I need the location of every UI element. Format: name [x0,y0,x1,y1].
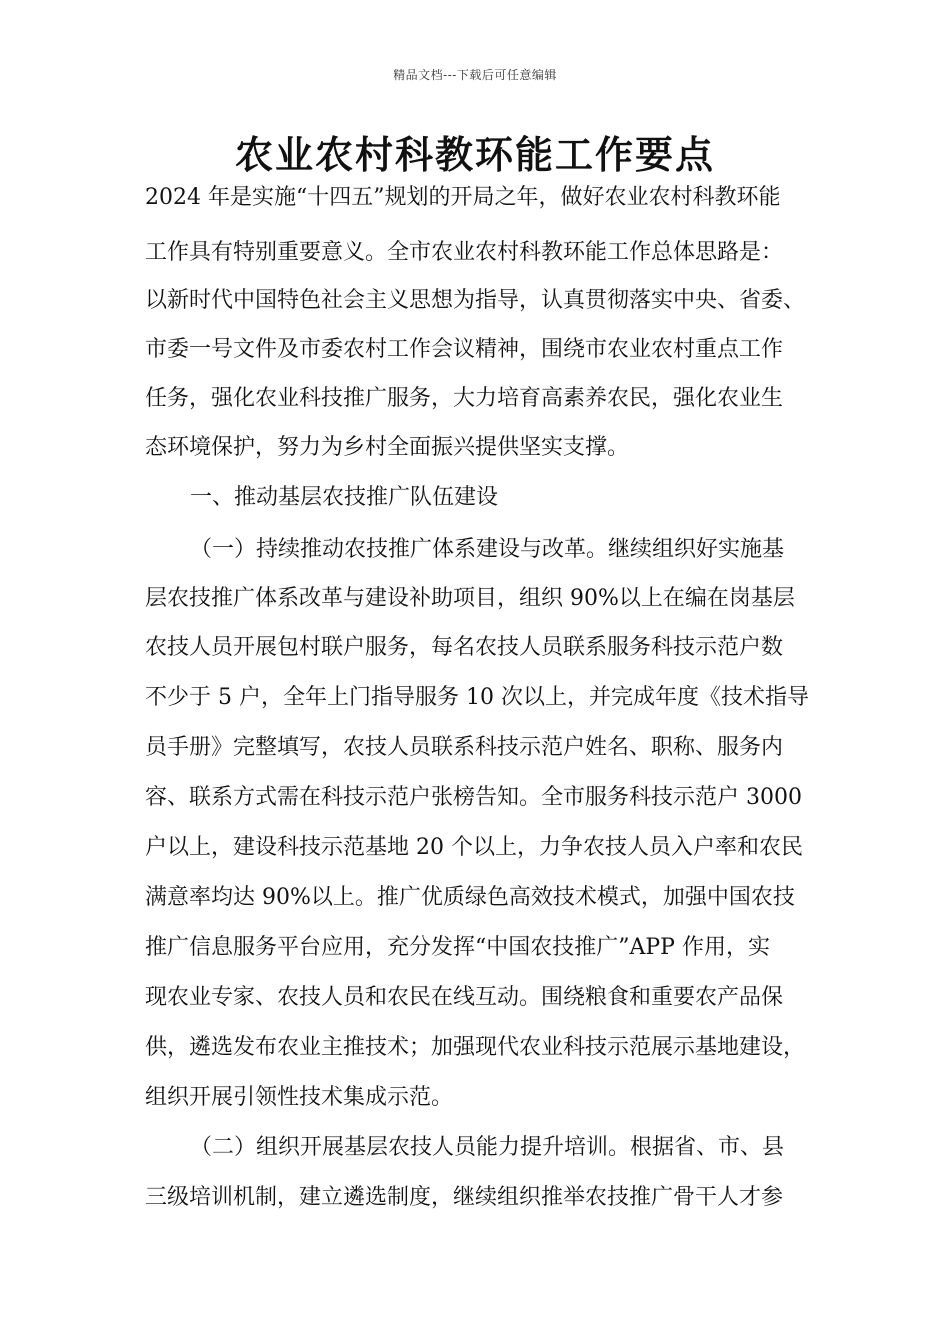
body-line: 组织开展引领性技术集成示范。 [145,1085,454,1110]
body-line: 工作具有特别重要意义。全市农业农村科教环能工作总体思路是： [145,240,784,265]
body-line: 供，遴选发布农业主推技术；加强现代农业科技示范展示基地建设， [145,1035,806,1060]
body-line: 满意率均达 90%以上。推广优质绿色高效技术模式，加强中国农技 [145,885,795,910]
body-line: 态环境保护，努力为乡村全面振兴提供坚实支撑。 [145,435,630,460]
header-note: 精品文档---下载后可任意编辑 [393,68,557,82]
body-line: 市委一号文件及市委农村工作会议精神，围绕市农业农村重点工作 [145,337,784,362]
body-line: 2024 年是实施“十四五”规划的开局之年，做好农业农村科教环能 [145,185,781,210]
section-heading: 一、推动基层农技推广队伍建设 [190,485,499,510]
body-line: 农技人员开展包村联户服务，每名农技人员联系服务科技示范户数 [145,635,784,660]
subsection-heading-line: （一）持续推动农技推广体系建设与改革。继续组织好实施基 [190,537,785,562]
body-line: 容、联系方式需在科技示范户张榜告知。全市服务科技示范户 3000 [145,785,802,810]
body-line: 层农技推广体系改革与建设补助项目，组织 90%以上在编在岗基层 [145,586,795,611]
body-line: 不少于 5 户，全年上门指导服务 10 次以上，并完成年度《技术指导 [145,685,809,710]
body-line: 员手册》完整填写，农技人员联系科技示范户姓名、职称、服务内 [145,735,784,760]
body-line: 以新时代中国特色社会主义思想为指导，认真贯彻落实中央、省委、 [145,288,806,313]
body-line: 现农业专家、农技人员和农民在线互动。围绕粮食和重要农产品保 [145,985,784,1010]
body-line: 三级培训机制，建立遴选制度，继续组织推举农技推广骨干人才参 [145,1185,784,1210]
subsection-heading-line: （二）组织开展基层农技人员能力提升培训。根据省、市、县 [190,1135,785,1160]
body-line: 推广信息服务平台应用，充分发挥“中国农技推广”APP 作用，实 [145,935,770,960]
document-title: 农业农村科教环能工作要点 [234,132,715,177]
body-line: 户以上，建设科技示范基地 20 个以上，力争农技人员入户率和农民 [145,835,803,860]
body-line: 任务，强化农业科技推广服务，大力培育高素养农民，强化农业生 [145,386,784,411]
